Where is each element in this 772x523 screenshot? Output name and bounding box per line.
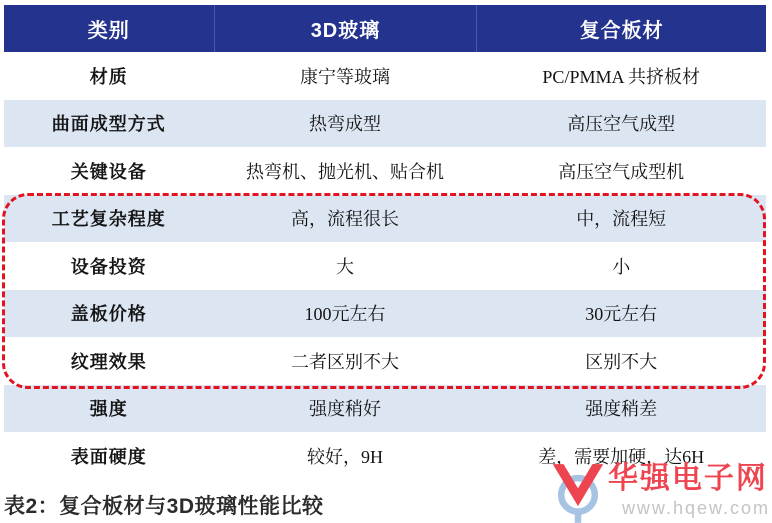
table-row	[4, 290, 766, 338]
cell-glass: 较好，9H	[306, 446, 383, 467]
row-label: 纹理效果	[70, 351, 147, 372]
table-row	[4, 337, 766, 385]
cell-glass: 热弯成型	[308, 114, 381, 135]
column-header-category: 类别	[87, 20, 130, 42]
row-label: 表面硬度	[70, 446, 147, 467]
cell-composite: 强度稍差	[585, 399, 658, 420]
row-label: 强度	[89, 399, 128, 420]
column-header-composite: 复合板材	[476, 5, 766, 52]
table-row	[4, 385, 766, 433]
row-label: 材质	[89, 66, 128, 87]
cell-glass: 高，流程很长	[290, 209, 399, 230]
table-row	[4, 100, 766, 148]
cell-composite: 区别不大	[585, 351, 658, 372]
cell-composite: 中，流程短	[576, 209, 667, 230]
row-label: 盖板价格	[70, 304, 147, 325]
cell-glass: 二者区别不大	[290, 351, 399, 372]
cell-glass: 100元左右	[304, 304, 386, 325]
hqew-logo-icon	[550, 463, 606, 523]
table-caption: 表2：复合板材与3D玻璃性能比较	[4, 495, 324, 518]
table-row	[4, 147, 766, 195]
watermark	[550, 461, 770, 523]
watermark-site-url: www.hqew.com	[621, 498, 770, 518]
table-row	[4, 52, 766, 100]
row-label: 关键设备	[70, 161, 147, 182]
table-header-row	[4, 5, 766, 52]
table-row	[4, 195, 766, 243]
watermark-site-name: 华强电子网	[607, 462, 768, 495]
cell-glass: 热弯机、抛光机、贴合机	[245, 161, 444, 182]
cell-composite: 30元左右	[585, 304, 658, 325]
column-header-3d-glass: 3D玻璃	[214, 5, 477, 52]
cell-glass: 大	[335, 256, 354, 277]
row-label: 工艺复杂程度	[51, 209, 166, 230]
cell-composite: PC/PMMA 共挤板材	[542, 66, 700, 87]
table-row	[4, 242, 766, 290]
cell-composite: 高压空气成型	[567, 114, 676, 135]
cell-composite: 小	[612, 256, 631, 277]
cell-glass: 康宁等玻璃	[299, 66, 390, 87]
cell-glass: 强度稍好	[308, 399, 381, 420]
cell-composite: 高压空气成型机	[558, 161, 685, 182]
row-label: 曲面成型方式	[51, 114, 166, 135]
watermark-text	[608, 461, 770, 519]
cell-composite: 差，需要加硬，达6H	[538, 446, 705, 467]
comparison-table	[4, 5, 766, 480]
row-label: 设备投资	[70, 256, 147, 277]
